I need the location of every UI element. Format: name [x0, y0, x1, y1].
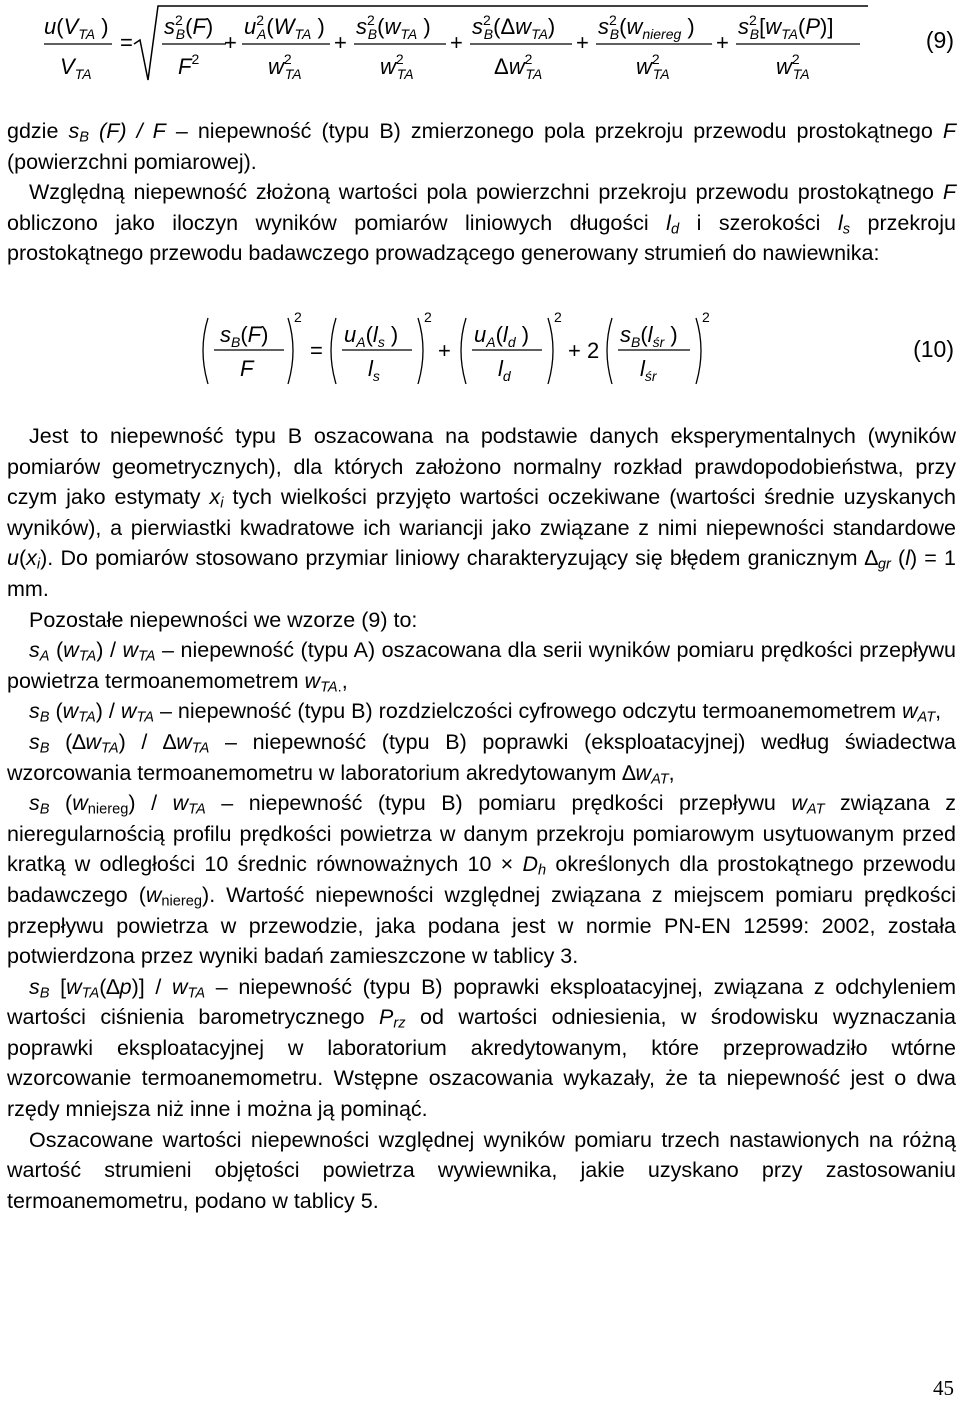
page-number: 45 — [933, 1376, 954, 1400]
paragraph-sb-pressure: $s_B$ $[w_{TA}(\Delta p)] / w_{TA}$ – niepewność (typu B) poprawki eksploatacyjnej, związana z odchyleniem wartości ciśnienia barometrycznego $P_{rz}$ od wartości odniesienia, w środowisku wyznaczania poprawki eksploatacyjnej w laboratorium akredytowanym, które przeprowadziło wtórne wzorcowanie termoanemometru. Wstępne oszacowania wykazały, że ta niepewność jest o dwa rzędy mniejsza niż inne i można ją pominąć. — [7, 974, 956, 1122]
svg-text:w2TA: $w^2$ TA — [380, 51, 414, 82]
svg-text:2: 2 — [554, 309, 562, 325]
svg-text:2: 2 — [702, 309, 710, 325]
paragraph-sb-wta: $s_B$ $(w_{TA}) / w_{TA}$ – niepewność (typu B) rozdzielczości cyfrowego odczytu termoanemometrem $w_{AT}$, — [29, 699, 942, 726]
body-text-top — [7, 116, 956, 269]
svg-text:ls: $l_s$ — [368, 356, 380, 384]
svg-text:s2B[wTA(P)]: $s^2$ $B[w_{TA}(P)]$ — [738, 12, 834, 42]
svg-text:sB(F): $s_B(F)$ — [220, 322, 269, 350]
paragraph-definition-sbf: gdzie $s_B$ (F) / F – niepewność (typu B) zmierzonego pola przekroju przewodu prostokątnego F (powierzchni pomiarowej). — [7, 119, 957, 174]
paragraph-conclusion: Oszacowane wartości niepewności względnej wyników pomiaru trzech nastawionych na różną wartość strumieni objętości powietrza wywiewnika, jakie uzyskano przy zastosowaniu termoanemometru, podano w tablicy 5. — [7, 1127, 956, 1213]
paragraph-area-uncertainty: Względną niepewność złożoną wartości pola powierzchni przekroju przewodu prostokątnego F obliczono jako iloczyn wyników pomiarów liniowych długości $l_d$ i szerokości $l_s$ przekroju prostokątnego przewodu badawczego prowadzącego generowany strumień do nawiewnika: — [7, 180, 956, 266]
svg-text:+: + — [334, 30, 347, 55]
svg-text:lśr: $l_{śr}$ — [640, 356, 657, 384]
svg-text:2: 2 — [424, 309, 432, 325]
svg-text:+: + — [438, 338, 451, 363]
paragraph-remaining: Pozostałe niepewności we wzorze (9) to: — [29, 607, 418, 632]
body-text-main — [7, 421, 956, 1216]
equation-9 — [0, 0, 960, 90]
paragraph-type-b: Jest to niepewność typu B oszacowana na podstawie danych eksperymentalnych (wyników pomiarów geometrycznych), dla których założono normalny rozkład prawdopodobieństwa, przy czym jako estymaty $x_i$ tych wielkości przyjęto wartości oczekiwane (wartości średnie uzyskanych wyników), a pierwiastki kwadratowe ich wariancji jako związane z nimi niepewności standardowe $u(x_i)$. Do pomiarów stosowano przymiar liniowy charakteryzujący się błędem granicznym $\Delta_{gr}$ (l) = 1 mm. — [7, 424, 956, 601]
equation-9-number: (9) — [925, 27, 954, 53]
svg-text:u2A(WTA ): $u^2$ $A(W_{TA}$ ) — [244, 12, 325, 42]
svg-text:+: + — [716, 30, 729, 55]
svg-text:=: = — [310, 338, 323, 363]
equation-9-formula — [0, 0, 960, 90]
svg-text:sB(lśr ): $s_B(l_{śr}$ ) — [620, 322, 678, 350]
svg-text:w2TA: $w^2$ TA — [776, 51, 810, 82]
equation-10-formula — [0, 300, 960, 400]
equation-10-number: (10) — [913, 336, 954, 362]
svg-text:+: + — [224, 30, 237, 55]
svg-text:s2B(F): $s^2$ B(F) — [164, 12, 214, 42]
svg-text:uA(ld ): $u_A(l_d$ ) — [474, 322, 530, 350]
svg-text:VTA: $V_{TA}$ — [60, 54, 92, 82]
svg-text:+: + — [576, 30, 589, 55]
svg-text:s2B(wTA ): $s^2$ $B(w_{TA}$ ) — [356, 12, 431, 42]
svg-text:2: 2 — [294, 309, 302, 325]
svg-text:F: F — [240, 356, 254, 381]
svg-text:+: + — [450, 30, 463, 55]
svg-text:s2B(ΔwTA): $s^2$ $B(\Delta w_{TA})$ — [472, 12, 556, 42]
svg-text:=: = — [120, 30, 133, 55]
svg-text:w2TA: $w^2$ TA — [268, 51, 302, 82]
svg-text:F2: $F^2$ — [178, 51, 200, 79]
svg-text:ld: $l_d$ — [498, 356, 511, 384]
svg-text:Δw2TA: $\Delta w^2$ TA — [494, 51, 543, 82]
svg-text:w2TA: $w^2$ TA — [636, 51, 670, 82]
svg-text:s2B(wniereg ): $s^2$ $B(w_{niereg}$ ) — [598, 12, 695, 42]
svg-text:u(VTA ): $u(V_{TA}$ ) — [44, 14, 109, 42]
paragraph-sa-wta: $s_A$ $(w_{TA}) / w_{TA}$ – niepewność (typu A) oszacowana dla serii wyników pomiaru prędkości przepływu powietrza termoanemometrem $w_{TA.}$, — [7, 638, 957, 696]
svg-text:uA(ls ): $u_A(l_s$ ) — [344, 322, 399, 350]
svg-text:+ 2: + 2 — [568, 338, 600, 363]
equation-10 — [0, 300, 960, 400]
paragraph-sb-delta-wta: $s_B$ $(\Delta w_{TA}) / \Delta w_{TA}$ – niepewność (typu B) poprawki (eksploatacyjnej) według świadectwa wzorcowania termoanemometru w laboratorium akredytowanym $\Delta w_{AT}$, — [7, 729, 956, 788]
paragraph-sb-niereg: $s_B$ $(w_{niereg}) / w_{TA}$ – niepewność (typu B) pomiaru prędkości przepływu $w_{AT}$ związana z nieregularnością profilu prędkości powietrza w danym przekroju pomiarowym usytuowanym przed kratką w odległości 10 średnic równoważnych $10 \times D_h$ określonych dla prostokątnego przewodu badawczego $(w_{niereg})$. Wartość niepewności względnej związana z miejscem pomiaru prędkości przepływu powietrza w przewodzie, jaka podana jest w normie PN-EN 12599: 2002, została potwierdzona przez wyniki badań zamieszczone w tablicy 3. — [7, 791, 956, 969]
